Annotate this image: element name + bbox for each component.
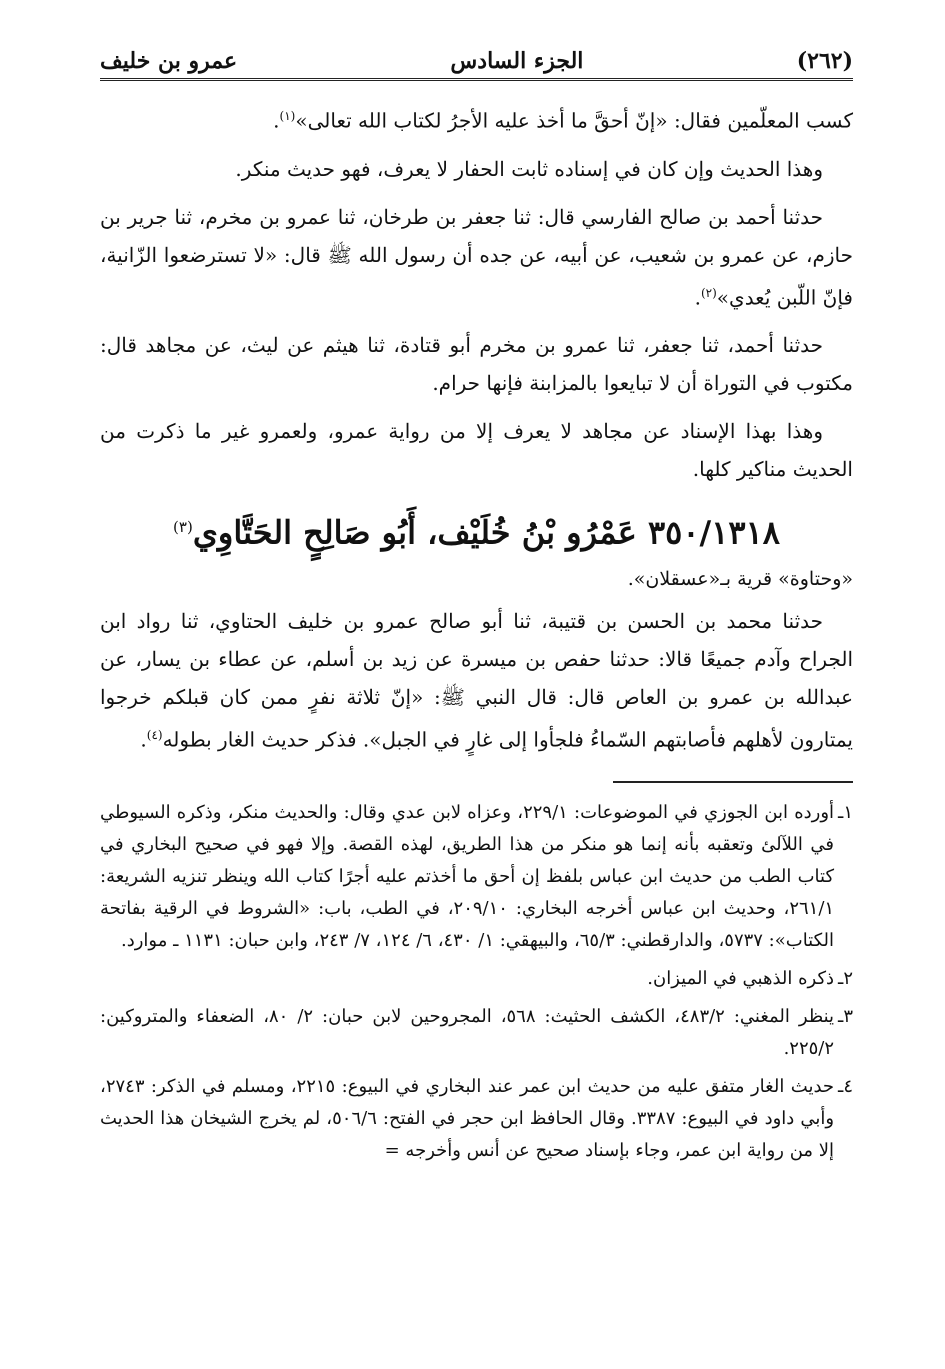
entry-subtitle: «وحتاوة» قرية بـ«عسقلان». (627, 567, 853, 590)
footnote-divider (613, 781, 853, 783)
footnote (100, 1071, 853, 1167)
paragraph: حدثنا أحمد بن صالح الفارسي قال: ثنا جعفر بن طرخان، ثنا عمرو بن مخرم، ثنا جرير بن حازم، عن عمرو بن شعيب، عن أبيه، عن جده أن رسول الله ﷺ قال: «لا تسترضعوا الزّانية، فإنّ اللّبن يُعدي»$^{(٢)}$. (100, 204, 853, 310)
footnote-text: ينظر المغني: ٤٨٣/٢، الكشف الحثيث: ٥٦٨، المجروحين لابن حبان: ٢/ ٨٠، الضعفاء والمتروكين: ٢٢٥/٢. (100, 1005, 835, 1059)
footnote (100, 1001, 853, 1065)
entry-title: ٣٥٠/١٣١٨ عَمْرُو بْنُ خُلَيْف، أَبُو صَالِحٍ الحَتَّاوِي$^{(٣)}$ (173, 513, 780, 552)
footnote-number: ١ـ (838, 801, 853, 823)
paragraph: حدثنا أحمد، ثنا جعفر، ثنا عمرو بن مخرم أبو قتادة، ثنا هيثم عن ليث، عن مجاهد قال: مكتوب في التوراة أن لا تبايعوا بالمزابنة فإنها حرام. (100, 333, 853, 396)
paragraph: كسب المعلّمين فقال: «إنّ أحقَّ ما أخذ عليه الأجرُ لكتاب الله تعالى»$^{(١)}$. (273, 108, 853, 133)
footnote-text: أورده ابن الجوزي في الموضوعات: ٢٢٩/١، وعزاه لابن عدي وقال: والحديث منكر، وذكره السيوطي في اللآلئ وتعقبه بأنه إنما هو منكر من هذا الطريق، لهذه القصة. وإلا فهو في صحيح البخاري في كتاب الطب من حديث ابن عباس بلفظ إن أحق ما أخذتم عليه أجرًا كتاب الله وينظر تنزيه الشريعة: ٢٦١/١، وحديث ابن عباس أخرجه البخاري: ٢٠٩/١٠، في الطب، باب: «الشروط في الرقية بفاتحة الكتاب»: ٥٧٣٧، والدارقطني: ٦٥/٣، والبيهقي: ١/ ٤٣٠، ٦/ ١٢٤، ٧/ ٢٤٣، وابن حبان: ١١٣١ ـ موارد. (100, 801, 835, 951)
footnote-ref: (٤) (146, 727, 163, 742)
paragraph: حدثنا محمد بن الحسن بن قتيبة، ثنا أبو صالح عمرو بن خليف الحتاوي، ثنا رواد ابن الجراح وآدم جميعًا قالا: حدثنا حفص بن ميسرة عن زيد بن أسلم، عن عطاء بن يسار، عن عبدالله بن عمرو بن العاص قال: قال النبي ﷺ: «إنّ ثلاثة نفرٍ ممن كان قبلكم خرجوا يمتارون لأهلهم فأصابتهم السّماءُ فلجأوا إلى غارٍ في الجبل». فذكر حديث الغار بطوله$^{(٤)}$. (100, 608, 853, 752)
footnote-text: حديث الغار متفق عليه من حديث ابن عمر عند البخاري في البيوع: ٢٢١٥، ومسلم في الذكر: ٢٧٤٣، وأبي داود في البيوع: ٣٣٨٧. وقال الحافظ ابن حجر في الفتح: ٥٠٦/٦، لم يخرج الشيخان هذا الحديث إلا من رواية ابن عمر، وجاء بإسناد صحيح عن أنس وأخرجه = (100, 1075, 835, 1161)
paragraph: وهذا بهذا الإسناد عن مجاهد لا يعرف إلا من رواية عمرو، ولعمرو غير ما ذكرت من الحديث مناكير كلها. (100, 419, 853, 482)
footnotes (100, 797, 853, 1167)
page-header (100, 34, 853, 81)
paragraph: وهذا الحديث وإن كان في إسناده ثابت الحفار لا يعرف، فهو حديث منكر. (235, 156, 823, 181)
footnote-number: ٤ـ (838, 1075, 853, 1097)
page-number: (٢٦٢) (796, 48, 853, 74)
running-head-entry: عمرو بن خليف (100, 48, 238, 74)
footnote-ref: (٣) (173, 518, 193, 537)
footnote-ref: (٢) (700, 285, 717, 300)
footnote-text: ذكره الذهبي في الميزان. (647, 967, 835, 989)
footnote (100, 797, 853, 957)
footnote (100, 963, 853, 995)
footnote-number: ٣ـ (838, 1005, 853, 1027)
footnote-ref: (١) (279, 109, 296, 123)
footnote-number: ٢ـ (838, 967, 853, 989)
main-text (100, 97, 853, 759)
part-title: الجزء السادس (450, 48, 584, 74)
